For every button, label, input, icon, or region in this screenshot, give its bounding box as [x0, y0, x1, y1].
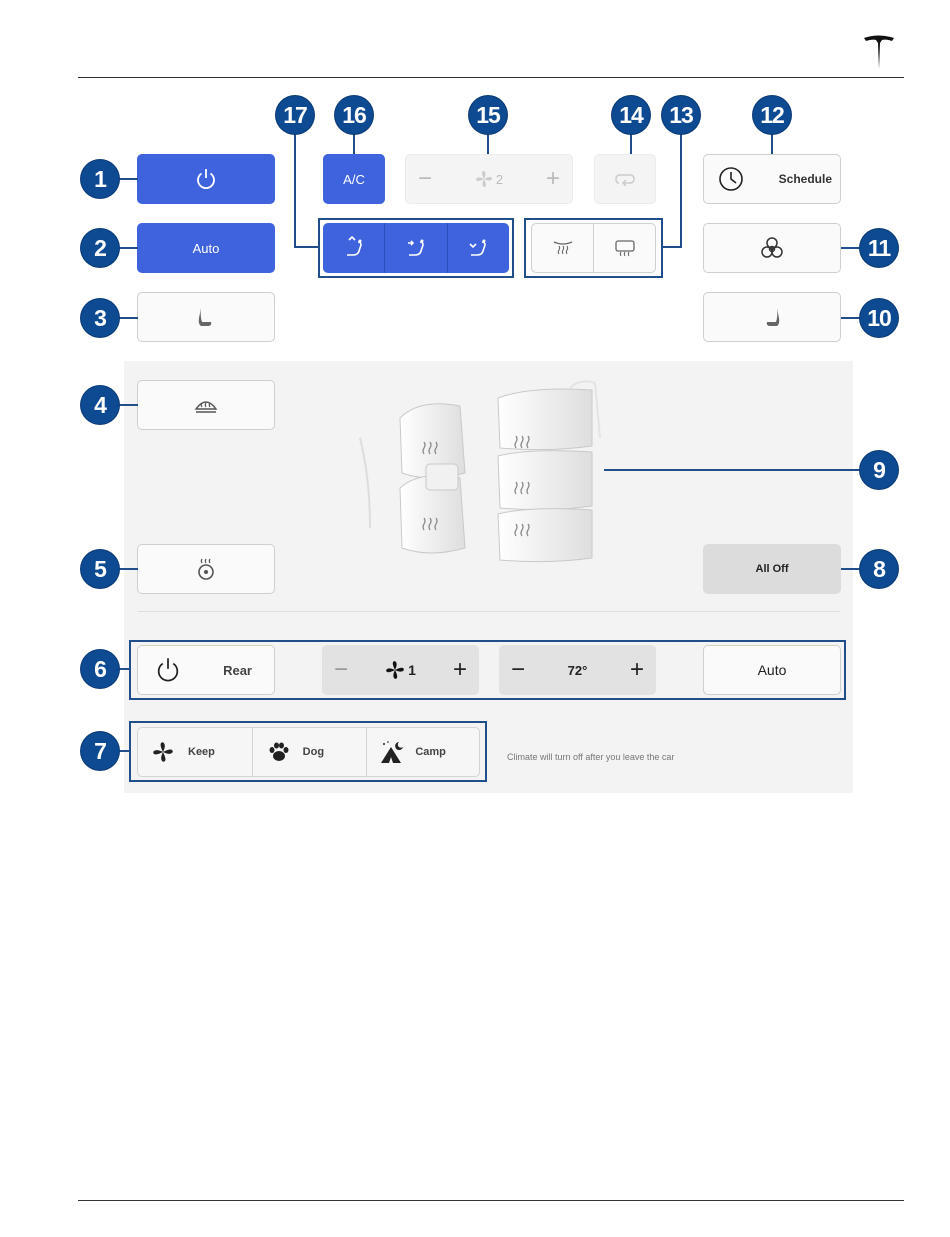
- callout-line-3: [118, 317, 138, 319]
- auto-button[interactable]: [137, 223, 275, 273]
- callout-badge: 2: [81, 229, 119, 267]
- climate-modes-selector: [137, 727, 480, 777]
- rear-temp-plus-button[interactable]: +: [629, 656, 644, 683]
- rear-auto-button[interactable]: [703, 645, 841, 695]
- rear-fan-speed-value: 1: [408, 662, 416, 678]
- callout-line-4: [118, 404, 138, 406]
- callout-line-6: [118, 668, 130, 670]
- callout-line-9: [604, 469, 861, 471]
- bioweapon-defense-button[interactable]: [703, 223, 841, 273]
- climate-power-button[interactable]: [137, 154, 275, 204]
- climate-mode-note: Climate will turn off after you leave the car: [507, 752, 675, 762]
- callout-badge: 8: [860, 550, 898, 588]
- callout-line-12: [771, 133, 773, 154]
- callout-badge: 4: [81, 386, 119, 424]
- rear-fan-minus-button[interactable]: −: [334, 656, 349, 683]
- dog-mode-button[interactable]: [253, 728, 368, 776]
- recirculate-button[interactable]: [594, 154, 656, 204]
- seat-heater-icon: [197, 306, 215, 328]
- tesla-logo: [862, 34, 896, 70]
- callout-line-13b: [663, 246, 682, 248]
- rear-fan-plus-button[interactable]: +: [452, 656, 467, 683]
- all-off-label: All Off: [755, 563, 789, 575]
- panel-divider: [138, 611, 840, 612]
- fan-icon: [475, 170, 493, 188]
- dog-label: Dog: [302, 746, 325, 758]
- rear-temp-value: 72°: [567, 662, 588, 678]
- callout-badge: 14: [612, 96, 650, 134]
- callout-line-17a: [294, 133, 296, 248]
- schedule-label: Schedule: [778, 172, 832, 186]
- callout-badge: 11: [860, 229, 898, 267]
- camp-icon: [379, 740, 405, 764]
- paw-icon: [267, 741, 291, 763]
- defrost-callout-frame: [524, 218, 663, 278]
- callout-line-5: [118, 568, 138, 570]
- callout-line-14: [630, 133, 632, 154]
- power-icon: [154, 656, 182, 684]
- fan-speed-value: 2: [495, 171, 504, 187]
- callout-badge: 3: [81, 299, 119, 337]
- callout-badge: 6: [81, 650, 119, 688]
- callout-line-15: [487, 133, 489, 154]
- callout-badge: 1: [81, 160, 119, 198]
- fan-minus-button[interactable]: −: [418, 165, 433, 192]
- header-rule: [78, 77, 904, 78]
- rear-temperature-stepper: [499, 645, 656, 695]
- callout-badge: 7: [81, 732, 119, 770]
- driver-seat-heater-button[interactable]: [137, 292, 275, 342]
- callout-badge: 9: [860, 451, 898, 489]
- front-defrost-button[interactable]: [137, 380, 275, 430]
- callout-badge: 5: [81, 550, 119, 588]
- auto-label: Auto: [192, 240, 220, 256]
- passenger-seat-heater-button[interactable]: [703, 292, 841, 342]
- camp-mode-button[interactable]: [367, 728, 479, 776]
- seat-heater-icon: [763, 306, 781, 328]
- camp-label: Camp: [415, 746, 446, 758]
- fan-plus-button[interactable]: +: [545, 165, 560, 192]
- seat-heater-diagram[interactable]: [330, 378, 610, 578]
- schedule-button[interactable]: [703, 154, 841, 204]
- callout-badge: 13: [662, 96, 700, 134]
- callout-badge: 16: [335, 96, 373, 134]
- clock-icon: [718, 166, 744, 192]
- callout-line-13a: [680, 133, 682, 248]
- all-seats-off-button[interactable]: [703, 544, 841, 594]
- callout-line-2: [118, 247, 138, 249]
- ac-button[interactable]: [323, 154, 385, 204]
- callout-line-11: [841, 247, 861, 249]
- rear-climate-power-button[interactable]: [137, 645, 275, 695]
- fan-icon: [385, 660, 405, 680]
- steering-wheel-heater-button[interactable]: [137, 544, 275, 594]
- keep-climate-button[interactable]: [138, 728, 253, 776]
- callout-line-10: [841, 317, 861, 319]
- callout-badge: 10: [860, 299, 898, 337]
- callout-badge: 17: [276, 96, 314, 134]
- rear-temp-minus-button[interactable]: −: [511, 656, 526, 683]
- rear-auto-label: Auto: [757, 662, 787, 678]
- steering-wheel-heater-icon: [194, 557, 218, 581]
- callout-badge: 12: [753, 96, 791, 134]
- airflow-callout-frame: [318, 218, 514, 278]
- callout-line-1: [118, 178, 138, 180]
- rear-label: Rear: [223, 662, 252, 678]
- callout-badge: 15: [469, 96, 507, 134]
- fan-icon: [152, 741, 174, 763]
- callout-line-8: [841, 568, 861, 570]
- callout-line-7: [118, 750, 130, 752]
- ac-label: A/C: [343, 171, 365, 187]
- footer-rule: [78, 1200, 904, 1201]
- callout-line-16: [353, 133, 355, 154]
- front-defrost-icon: [193, 395, 219, 415]
- keep-label: Keep: [188, 746, 215, 758]
- recirculate-icon: [614, 171, 636, 187]
- power-icon: [194, 167, 218, 191]
- fan-speed-control[interactable]: [405, 154, 573, 204]
- biohazard-icon: [759, 235, 785, 261]
- rear-fan-stepper: [322, 645, 479, 695]
- callout-line-17b: [294, 246, 319, 248]
